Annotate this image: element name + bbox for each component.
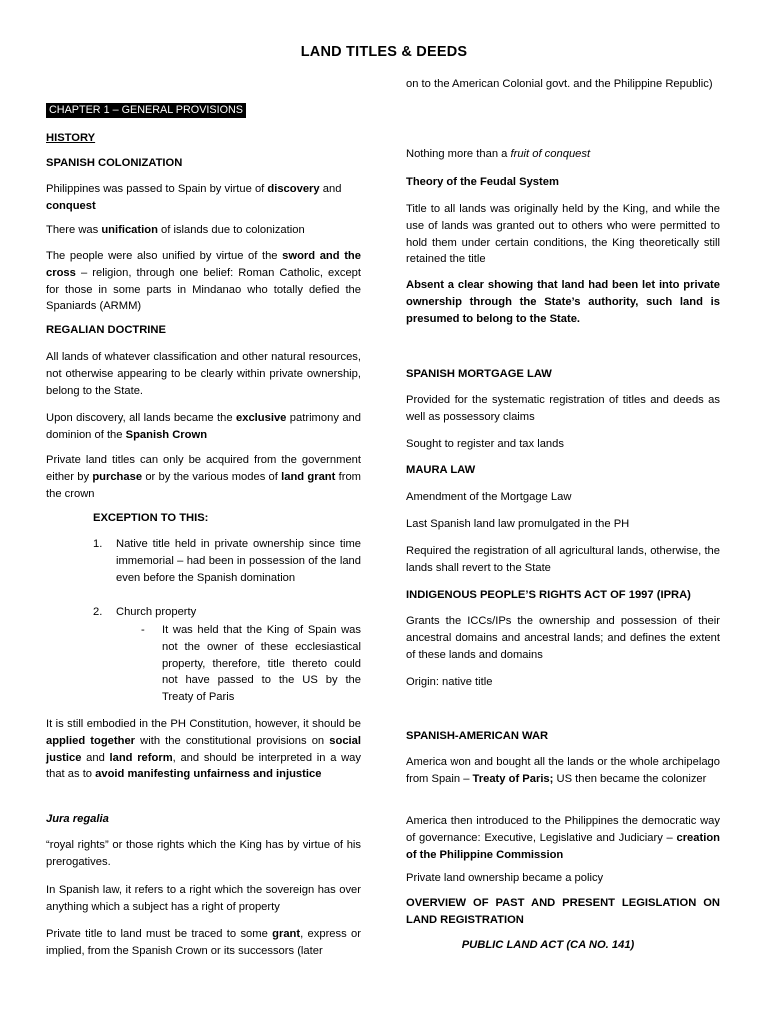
list-item-native-title: Native title held in private ownership since time immemorial – had been in possession of the land even before the Spanish domination (116, 538, 361, 584)
overview-heading: OVERVIEW OF PAST AND PRESENT LEGISLATION ON LAND REGISTRATION (406, 897, 720, 926)
paragraph-absent-clear-showing: Absent a clear showing that land had been let into private ownership through the State’s authority, such land is presumed to belong to the State. (406, 279, 720, 325)
paragraph-upon-discovery: Upon discovery, all lands became the exclusive patrimony and dominion of the Spanish Crown (46, 412, 361, 441)
paragraph-last-spanish-law: Last Spanish land law promulgated in the PH (406, 518, 630, 530)
list-item-church-property: Church property (116, 606, 197, 618)
paragraph-royal-rights: “royal rights” or those rights which the King has by virtue of his prerogatives. (46, 839, 361, 868)
paragraph-spanish-law: In Spanish law, it refers to a right which the sovereign has over anything which a subject has a right of property (46, 884, 361, 913)
public-land-act-heading: PUBLIC LAND ACT (CA NO. 141) (461, 939, 635, 951)
paragraph-unification: There was unification of islands due to colonization (46, 224, 305, 236)
paragraph-all-lands: All lands of whatever classification and other natural resources, not otherwise appearing to be clearly within private ownership, belong to the State. (46, 351, 361, 397)
paragraph-private-title: Private title to land must be traced to some grant, express or implied, from the Spanish Crown or its successors (later (46, 928, 361, 957)
paragraph-private-ownership-policy: Private land ownership became a policy (406, 872, 604, 884)
sub-item-king-of-spain: It was held that the King of Spain was not the owner of these ecclesiastical property, therefore, title thereto could not have passed to the US by the Treaty of Paris (162, 624, 361, 704)
feudal-system-heading: Theory of the Feudal System (406, 176, 559, 188)
exception-heading: EXCEPTION TO THIS: (93, 512, 209, 524)
paragraph-origin: Origin: native title (406, 676, 493, 688)
paragraph-sword-cross: The people were also unified by virtue of the sword and the cross – religion, through one belief: Roman Catholic, except for those in some parts in Mindanao who totally defied the Spaniards (ARMM) (46, 250, 361, 313)
paragraph-discovery: Philippines was passed to Spain by virtue of discovery and conquest (46, 183, 342, 212)
paragraph-amendment: Amendment of the Mortgage Law (406, 491, 572, 503)
sub-item-dash: - (141, 624, 145, 636)
ipra-heading: INDIGENOUS PEOPLE’S RIGHTS ACT OF 1997 (IPRA) (406, 589, 691, 601)
paragraph-fruit-of-conquest: Nothing more than a fruit of conquest (406, 148, 591, 160)
document-title: LAND TITLES & DEEDS (300, 44, 468, 60)
jura-regalia-heading: Jura regalia (46, 813, 109, 825)
paragraph-systematic-registration: Provided for the systematic registration of titles and deeds as well as possessory claims (406, 394, 720, 423)
paragraph-america-won: America won and bought all the lands or the whole archipelago from Spain – Treaty of Paris; US then became the colonizer (406, 756, 720, 785)
paragraph-private-titles: Private land titles can only be acquired from the government either by purchase or by the various modes of land grant from the crown (46, 454, 362, 500)
list-item-number: 1. (93, 538, 103, 550)
maura-law-heading: MAURA LAW (406, 464, 476, 476)
paragraph-required-registration: Required the registration of all agricultural lands, otherwise, the lands shall revert to the State (406, 545, 720, 574)
spanish-mortgage-law-heading: SPANISH MORTGAGE LAW (406, 368, 552, 380)
paragraph-grants-iccs: Grants the ICCs/IPs the ownership and possession of their ancestral domains and ancestral lands; and defines the extent of these lands and domains (406, 615, 720, 661)
paragraph-title-to-all-lands: Title to all lands was originally held by the King, and while the use of lands was granted out to others who were permitted to hold them under certain conditions, the King theoretically still retained the title (406, 203, 720, 266)
history-heading: HISTORY (46, 132, 96, 144)
paragraph-register-tax: Sought to register and tax lands (406, 438, 564, 450)
list-item-number: 2. (93, 606, 103, 618)
spanish-american-war-heading: SPANISH-AMERICAN WAR (406, 730, 549, 742)
chapter-heading: CHAPTER 1 – GENERAL PROVISIONS (46, 102, 361, 119)
paragraph-democratic-governance: America then introduced to the Philippines the democratic way of governance: Executive, Legislative and Judiciary – creation of the Philippine Commission (406, 815, 720, 861)
paragraph-constitution: It is still embodied in the PH Constitution, however, it should be applied together with the constitutional provisions on social justice and land reform, and should be interpreted in a way that as to avoid manifesting unfairness and injustice (46, 718, 361, 781)
spanish-colonization-heading: SPANISH COLONIZATION (46, 157, 183, 169)
paragraph-continuation: on to the American Colonial govt. and the Philippine Republic) (406, 78, 713, 90)
regalian-doctrine-heading: REGALIAN DOCTRINE (46, 324, 166, 336)
